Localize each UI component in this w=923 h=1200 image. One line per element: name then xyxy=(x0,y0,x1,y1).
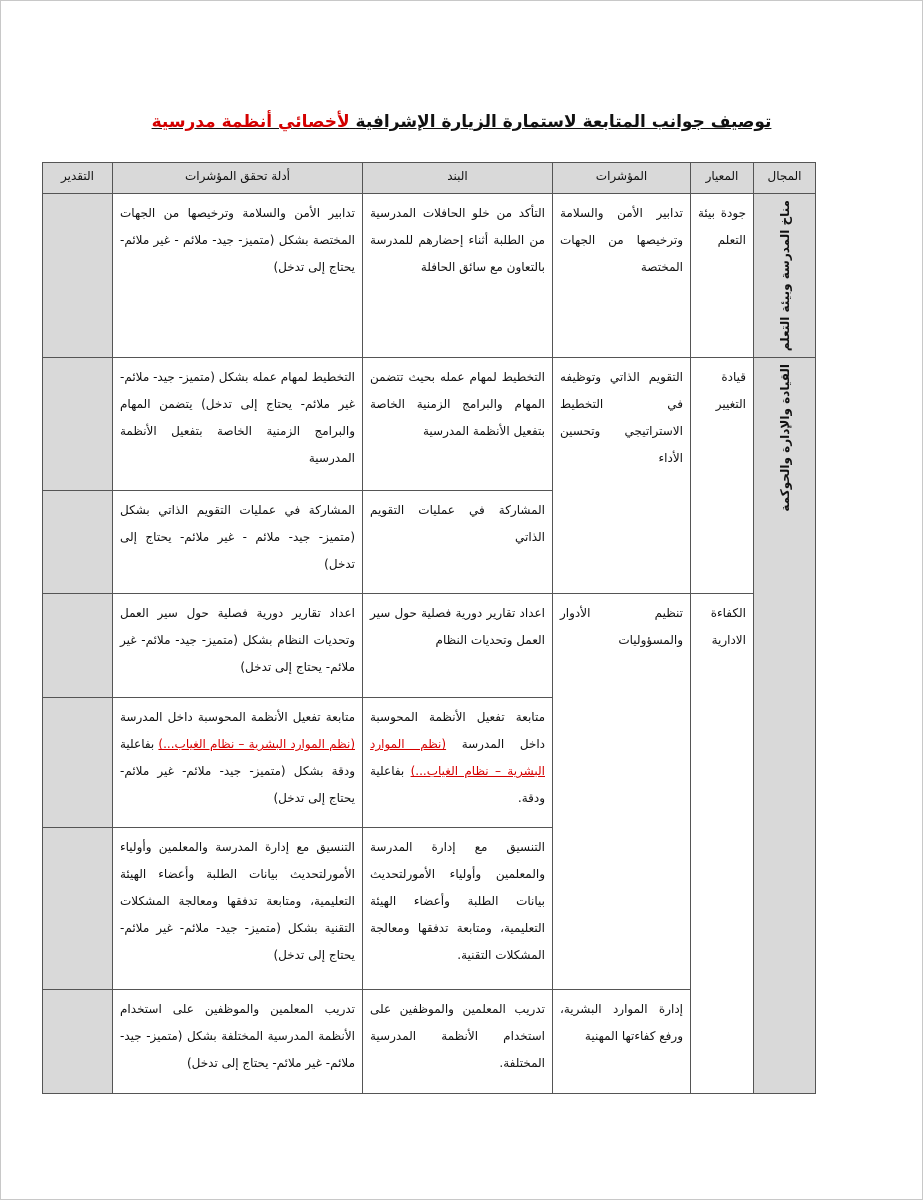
evidence-cell xyxy=(113,828,363,990)
evidence-text: التخطيط لمهام عمله بشكل (متميز- جيد- ملائم- غير ملائم- يحتاج إلى تدخل) يتضمن المهام والبرامج الزمنية الخاصة بتفعيل الأنظمة المدرسية xyxy=(120,370,355,466)
rating-cell[interactable] xyxy=(43,594,113,698)
indicator-cell xyxy=(553,358,691,594)
header-indicators: المؤشرات xyxy=(553,163,691,194)
title-main: توصيف جوانب المتابعة لاستمارة الزيارة الإشرافية xyxy=(355,112,772,132)
evidence-cell xyxy=(113,990,363,1094)
evidence-text: التنسيق مع إدارة المدرسة والمعلمين وأولياء الأمورلتحديث بيانات الطلبة وأعضاء الهيئة التعليمية، ومتابعة تدفقها ومعالجة المشكلات التقنية بشكل (متميز- جيد- ملائم- غير ملائم- يحتاج إلى تدخل) xyxy=(120,840,355,963)
evidence-cell xyxy=(113,358,363,491)
domain-label: مناخ المدرسة وبيئة التعلم xyxy=(777,200,792,352)
header-evidence: أدلة تحقق المؤشرات xyxy=(113,163,363,194)
item-text-end: بفاعلية ودقة. xyxy=(370,764,545,806)
indicator-text: تدابير الأمن والسلامة وترخيصها من الجهات المختصة xyxy=(560,206,683,274)
table-row xyxy=(43,594,816,698)
header-item: البند xyxy=(363,163,553,194)
item-text: المشاركة في عمليات التقويم الذاتي xyxy=(370,503,545,545)
table-row xyxy=(43,358,816,491)
evidence-red-text: (نظم الموارد البشرية – نظام الغياب...) xyxy=(158,737,356,752)
evidence-text: تدريب المعلمين والموظفين على استخدام الأنظمة المدرسية المختلفة بشكل (متميز- جيد- ملائم- غير ملائم- يحتاج إلى تدخل) xyxy=(120,1002,355,1071)
item-text: متابعة تفعيل الأنظمة المحوسبة داخل المدرسة xyxy=(370,710,546,752)
evidence-text: تدابير الأمن والسلامة وترخيصها من الجهات المختصة بشكل (متميز- جيد- ملائم - غير ملائم- يحتاج إلى تدخل) xyxy=(120,206,355,274)
table-row xyxy=(43,194,816,358)
item-cell xyxy=(363,358,553,491)
indicator-text: تنظيم الأدوار والمسؤوليات xyxy=(560,606,683,648)
item-text: تدريب المعلمين والموظفين على استخدام الأنظمة المدرسية المختلفة. xyxy=(370,1002,545,1071)
header-criterion: المعيار xyxy=(691,163,754,194)
indicator-text: التقويم الذاتي وتوظيفه في التخطيط الاستراتيجي وتحسين الأداء xyxy=(560,370,683,466)
item-cell xyxy=(363,491,553,594)
domain-label: القيادة والإدارة والحوكمة xyxy=(777,364,792,512)
item-text: التأكد من خلو الحافلات المدرسية من الطلبة أثناء إحضارهم للمدرسة بالتعاون مع سائق الحافلة xyxy=(370,206,545,274)
rating-cell[interactable] xyxy=(43,990,113,1094)
item-text: التخطيط لمهام عمله بحيث تتضمن المهام والبرامج الزمنية الخاصة بتفعيل الأنظمة المدرسية xyxy=(370,370,545,439)
criterion-cell xyxy=(691,194,754,358)
evidence-text: المشاركة في عمليات التقويم الذاتي بشكل (متميز- جيد- ملائم - غير ملائم- يحتاج إلى تدخل) xyxy=(120,503,355,572)
follow-up-table xyxy=(42,162,816,1094)
item-cell xyxy=(363,990,553,1094)
item-text: التنسيق مع إدارة المدرسة والمعلمين وأولياء الأمورلتحديث بيانات الطلبة وأعضاء الهيئة التعليمية، ومتابعة تدفقها ومعالجة المشكلات التقنية. xyxy=(370,840,545,963)
rating-cell[interactable] xyxy=(43,698,113,828)
indicator-cell xyxy=(553,194,691,358)
header-domain: المجال xyxy=(754,163,816,194)
item-cell xyxy=(363,594,553,698)
indicator-text: إدارة الموارد البشرية، ورفع كفاءتها المهنية xyxy=(560,1002,683,1044)
evidence-text-end: بفاعلية ودقة بشكل (متميز- جيد- ملائم- غير ملائم- يحتاج إلى تدخل) xyxy=(120,737,355,806)
criterion-cell xyxy=(691,358,754,594)
evidence-text: اعداد تقارير دورية فصلية حول سير العمل وتحديات النظام بشكل (متميز- جيد- ملائم- غير ملائم- يحتاج إلى تدخل) xyxy=(120,606,355,675)
criterion-label: الكفاءة الادارية xyxy=(710,606,746,648)
indicator-cell xyxy=(553,990,691,1094)
item-cell xyxy=(363,698,553,828)
evidence-cell xyxy=(113,491,363,594)
rating-cell[interactable] xyxy=(43,358,113,491)
item-red-text: (نظم الموارد البشرية – نظام الغياب...) xyxy=(370,737,545,779)
domain-cell xyxy=(754,194,816,358)
item-text: اعداد تقارير دورية فصلية حول سير العمل وتحديات النظام xyxy=(370,606,545,648)
document-title xyxy=(0,112,923,132)
item-cell xyxy=(363,194,553,358)
domain-cell xyxy=(754,358,816,1094)
rating-cell[interactable] xyxy=(43,491,113,594)
evidence-cell xyxy=(113,194,363,358)
evidence-cell xyxy=(113,698,363,828)
criterion-label: قيادة التغيير xyxy=(715,370,746,412)
header-row xyxy=(43,163,816,194)
criterion-cell xyxy=(691,594,754,1094)
header-rating: التقدير xyxy=(43,163,113,194)
evidence-text: متابعة تفعيل الأنظمة المحوسبة داخل المدرسة xyxy=(120,710,355,725)
evidence-cell xyxy=(113,594,363,698)
indicator-cell xyxy=(553,594,691,990)
criterion-label: جودة بيئة التعلم xyxy=(698,206,746,247)
rating-cell[interactable] xyxy=(43,828,113,990)
rating-cell[interactable] xyxy=(43,194,113,358)
item-cell xyxy=(363,828,553,990)
title-highlight: لأخصائي أنظمة مدرسية xyxy=(151,112,350,132)
